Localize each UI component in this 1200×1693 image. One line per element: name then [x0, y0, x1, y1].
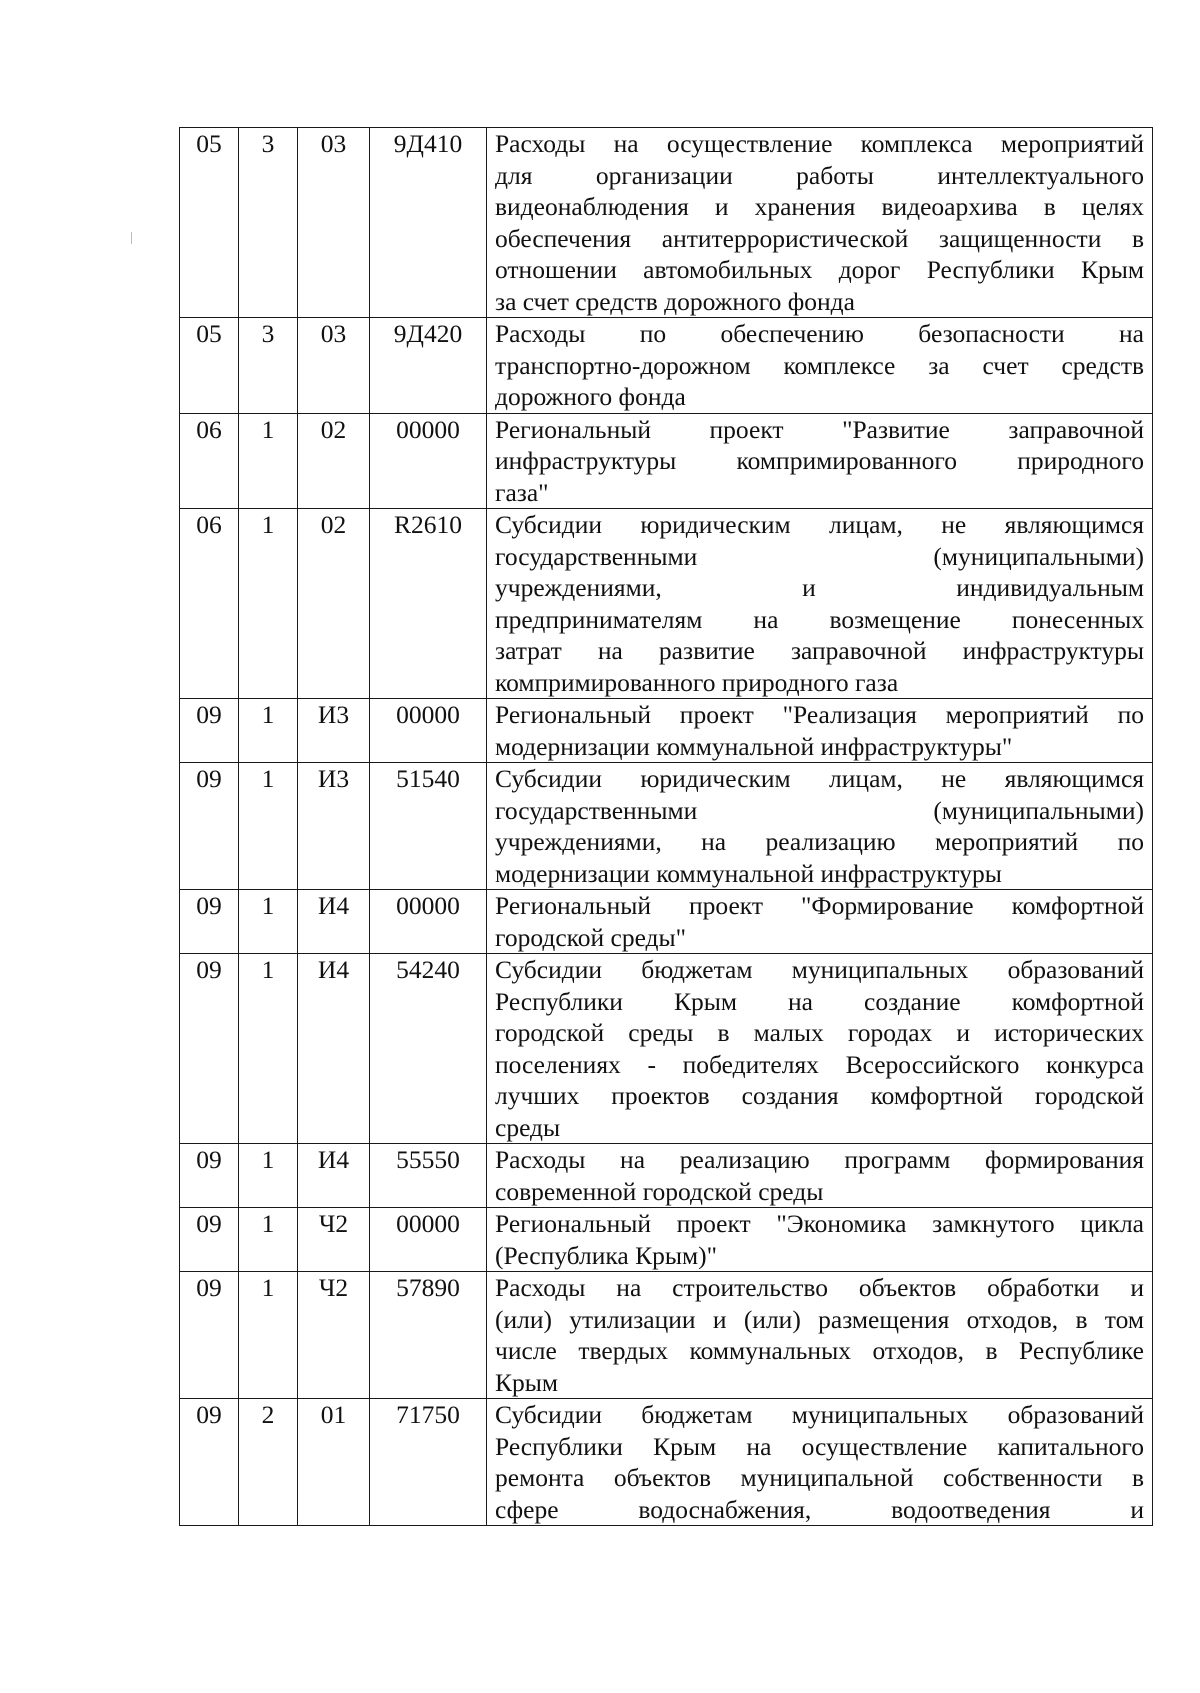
code-section-cell: 09: [180, 1399, 239, 1526]
description-cell: [487, 1208, 1153, 1272]
code-subsection-cell: 3: [239, 318, 298, 414]
table-row: [180, 763, 1153, 890]
description-cell: [487, 954, 1153, 1144]
code-subsection-cell: 1: [239, 413, 298, 509]
description-line: учреждениями, и индивидуальным: [495, 573, 1144, 602]
description-line: инфраструктуры компримированного природного: [495, 446, 1144, 475]
description-line: сфере водоснабжения, водоотведения и: [495, 1494, 1144, 1524]
code-program-cell: 02: [298, 413, 370, 509]
description-line: государственными (муниципальными): [495, 541, 1144, 571]
code-section-cell: 06: [180, 413, 239, 509]
description-line: ремонта объектов муниципальной собственности в: [495, 1463, 1144, 1492]
code-direction-cell: 9Д420: [370, 318, 487, 414]
code-subsection-cell: 1: [239, 1208, 298, 1272]
description-line: модернизации коммунальной инфраструктуры": [495, 731, 1013, 761]
code-section-cell: 09: [180, 763, 239, 890]
code-program-cell: 03: [298, 318, 370, 414]
code-direction-cell: 51540: [370, 763, 487, 890]
code-program-cell: И4: [298, 890, 370, 954]
code-direction-cell: 00000: [370, 890, 487, 954]
description-line: Субсидии юридическим лицам, не являющимся: [495, 764, 1144, 793]
code-program-cell: Ч2: [298, 1208, 370, 1272]
code-section-cell: 09: [180, 699, 239, 763]
description-line: Расходы на строительство объектов обработки и: [495, 1273, 1144, 1302]
code-subsection-cell: 1: [239, 1272, 298, 1399]
description-line: предпринимателям на возмещение понесенных: [495, 604, 1144, 634]
description-line: Расходы по обеспечению безопасности на: [495, 319, 1144, 348]
description-cell: [487, 413, 1153, 509]
code-program-cell: И4: [298, 954, 370, 1144]
table-row: [180, 318, 1153, 414]
description-line: дорожного фонда: [495, 382, 686, 411]
code-program-cell: И3: [298, 699, 370, 763]
description-line: среды: [495, 1112, 561, 1142]
description-line: поселениях - победителях Всероссийского конкурса: [495, 1049, 1144, 1079]
table-row: [180, 1208, 1153, 1272]
description-line: Региональный проект "Формирование комфортной: [495, 891, 1144, 920]
description-line: (Республика Крым)": [495, 1240, 718, 1270]
description-cell: [487, 1272, 1153, 1399]
description-line: видеонаблюдения и хранения видеоархива в целях: [495, 192, 1144, 221]
table-row: [180, 509, 1153, 699]
description-line: Региональный проект "Экономика замкнутого цикла: [495, 1209, 1144, 1238]
code-direction-cell: 55550: [370, 1144, 487, 1208]
description-line: Субсидии бюджетам муниципальных образований: [495, 955, 1144, 984]
description-line: Расходы на реализацию программ формирования: [495, 1145, 1144, 1174]
code-direction-cell: R2610: [370, 509, 487, 699]
code-section-cell: 09: [180, 1272, 239, 1399]
description-line: Республики Крым на создание комфортной: [495, 986, 1144, 1016]
code-program-cell: 03: [298, 128, 370, 318]
code-direction-cell: 00000: [370, 413, 487, 509]
description-line: государственными (муниципальными): [495, 795, 1144, 825]
description-line: Субсидии бюджетам муниципальных образований: [495, 1400, 1144, 1429]
description-cell: [487, 318, 1153, 414]
code-direction-cell: 9Д410: [370, 128, 487, 318]
code-program-cell: И3: [298, 763, 370, 890]
scan-artifact: [131, 232, 132, 244]
description-line: Региональный проект "Развитие заправочной: [495, 414, 1144, 444]
code-section-cell: 09: [180, 890, 239, 954]
code-direction-cell: 54240: [370, 954, 487, 1144]
code-program-cell: 01: [298, 1399, 370, 1526]
description-line: за счет средств дорожного фонда: [495, 286, 855, 316]
code-section-cell: 05: [180, 128, 239, 318]
description-line: для организации работы интеллектуального: [495, 160, 1144, 190]
table-body: [180, 128, 1153, 1526]
code-direction-cell: 71750: [370, 1399, 487, 1526]
table-row: [180, 413, 1153, 509]
code-direction-cell: 00000: [370, 1208, 487, 1272]
code-direction-cell: 57890: [370, 1272, 487, 1399]
description-cell: [487, 890, 1153, 954]
table-row: [180, 954, 1153, 1144]
table-row: [180, 128, 1153, 318]
description-line: Региональный проект "Реализация мероприятий по: [495, 700, 1144, 729]
description-line: газа": [495, 477, 549, 507]
description-line: (или) утилизации и (или) размещения отходов, в том: [495, 1304, 1144, 1334]
table-row: [180, 890, 1153, 954]
description-line: лучших проектов создания комфортной городской: [495, 1081, 1144, 1110]
code-subsection-cell: 1: [239, 509, 298, 699]
code-section-cell: 05: [180, 318, 239, 414]
code-subsection-cell: 1: [239, 699, 298, 763]
code-subsection-cell: 1: [239, 763, 298, 890]
description-line: отношении автомобильных дорог Республики Крым: [495, 255, 1144, 284]
table-row: [180, 1272, 1153, 1399]
description-cell: [487, 509, 1153, 699]
code-program-cell: 02: [298, 509, 370, 699]
code-program-cell: И4: [298, 1144, 370, 1208]
description-line: Расходы на осуществление комплекса мероприятий: [495, 129, 1144, 158]
description-line: числе твердых коммунальных отходов, в Республике: [495, 1336, 1144, 1365]
description-line: Крым: [495, 1367, 559, 1397]
code-program-cell: Ч2: [298, 1272, 370, 1399]
code-subsection-cell: 2: [239, 1399, 298, 1526]
budget-classification-table: [179, 127, 1153, 1526]
code-direction-cell: 00000: [370, 699, 487, 763]
description-line: модернизации коммунальной инфраструктуры: [495, 858, 1002, 888]
code-section-cell: 06: [180, 509, 239, 699]
description-cell: [487, 763, 1153, 890]
code-section-cell: 09: [180, 954, 239, 1144]
code-subsection-cell: 1: [239, 1144, 298, 1208]
description-line: компримированного природного газа: [495, 667, 899, 697]
code-section-cell: 09: [180, 1208, 239, 1272]
code-subsection-cell: 1: [239, 954, 298, 1144]
code-section-cell: 09: [180, 1144, 239, 1208]
code-subsection-cell: 3: [239, 128, 298, 318]
table-row: [180, 1399, 1153, 1526]
description-line: обеспечения антитеррористической защищенности в: [495, 223, 1144, 253]
description-line: затрат на развитие заправочной инфраструктуры: [495, 636, 1144, 665]
description-line: современной городской среды: [495, 1176, 824, 1206]
description-line: городской среды": [495, 922, 687, 952]
description-cell: [487, 128, 1153, 318]
table-row: [180, 699, 1153, 763]
description-line: городской среды в малых городах и исторических: [495, 1018, 1144, 1047]
description-line: транспортно-дорожном комплексе за счет средств: [495, 350, 1144, 380]
description-cell: [487, 1399, 1153, 1526]
description-line: учреждениями, на реализацию мероприятий по: [495, 827, 1144, 856]
table-row: [180, 1144, 1153, 1208]
description-cell: [487, 1144, 1153, 1208]
description-line: Республики Крым на осуществление капитального: [495, 1431, 1144, 1461]
description-cell: [487, 699, 1153, 763]
code-subsection-cell: 1: [239, 890, 298, 954]
description-line: Субсидии юридическим лицам, не являющимся: [495, 510, 1144, 539]
